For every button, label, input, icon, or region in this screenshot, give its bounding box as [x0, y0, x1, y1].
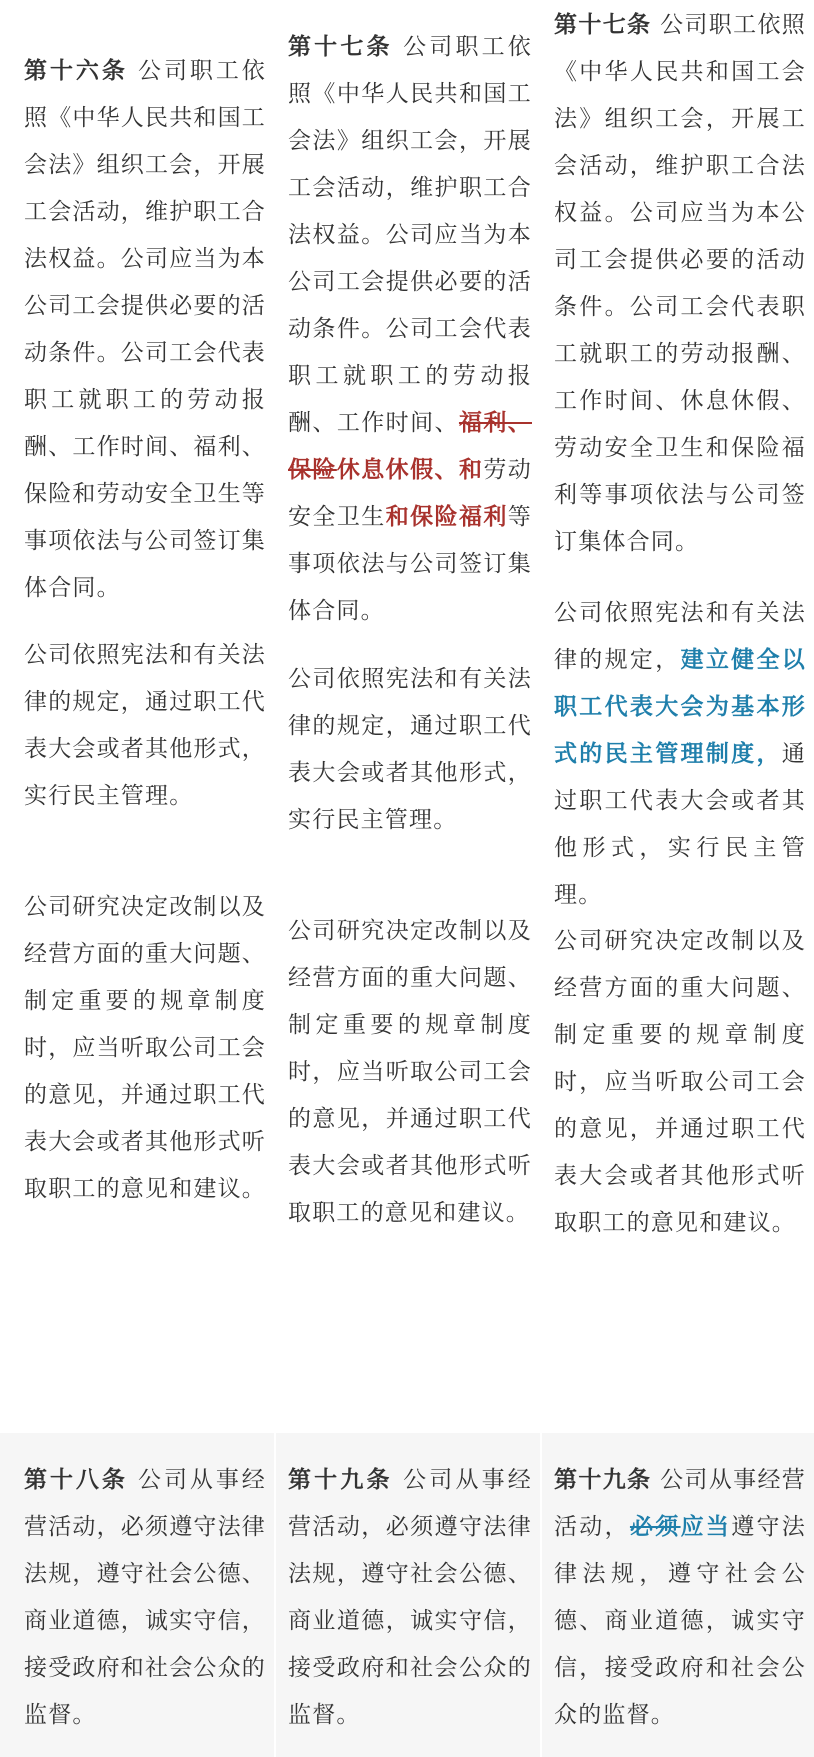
article-text: 公司依照宪法和有关法律的规定， — [554, 600, 806, 673]
article-text: 公司从事经营活动，必须遵守法律法规，遵守社会公德、商业道德，诚实守信，接受政府和社会公众的监督。 — [288, 1467, 532, 1728]
old-article-paragraph-1 — [24, 48, 266, 612]
article-text: 通过职工代表大会或者其他形式，实行民主管理。 — [554, 741, 806, 908]
article-number: 第十七条 — [288, 34, 393, 60]
article-text: 劳动安全卫生 — [288, 457, 532, 530]
old-article-paragraph-3: 公司研究决定改制以及经营方面的重大问题、制定重要的规章制度时，应当听取公司工会的意见，并通过职工代表大会或者其他形式听取职工的意见和建议。 — [24, 894, 266, 1202]
old-law-column — [12, 0, 274, 1433]
final-column — [542, 1433, 814, 1757]
table-row — [0, 1433, 814, 1757]
draft-column — [276, 1433, 540, 1757]
old-article-paragraph — [24, 1457, 266, 1739]
draft-article-paragraph — [288, 1457, 532, 1739]
article-text: 公司职工依照《中华人民共和国工会法》组织工会，开展工会活动，维护职工合法权益。公司应当为本公司工会提供必要的活动条件。公司工会代表职工就职工的劳动报酬、工作时间、福利、保险和劳动安全卫生等事项依法与公司签订集体合同。 — [24, 58, 266, 601]
final-article-paragraph-2 — [554, 590, 806, 919]
article-text: 公司从事经营活动，必须遵守法律法规，遵守社会公德、商业道德，诚实守信，接受政府和社会公众的监督。 — [24, 1467, 266, 1728]
draft-article-paragraph-3: 公司研究决定改制以及经营方面的重大问题、制定重要的规章制度时，应当听取公司工会的意见，并通过职工代表大会或者其他形式听取职工的意见和建议。 — [288, 918, 532, 1226]
final-article-paragraph — [554, 1457, 806, 1739]
final-article-paragraph-1 — [554, 2, 806, 566]
draft-column — [276, 0, 540, 1433]
draft-article-paragraph-1 — [288, 24, 532, 635]
article-number: 第十七条 — [554, 12, 652, 38]
old-article-paragraph-2: 公司依照宪法和有关法律的规定，通过职工代表大会或者其他形式，实行民主管理。 — [24, 642, 266, 809]
final-column — [542, 0, 814, 1433]
article-text: 公司职工依照《中华人民共和国工会法》组织工会，开展工会活动，维护职工合法权益。公司应当为本公司工会提供必要的活动条件。公司工会代表职工就职工的劳动报酬、工作时间、休息休假、劳动安全卫生和保险福利等事项依法与公司签订集体合同。 — [554, 12, 806, 555]
deleted-text: 福利、保险 — [288, 410, 532, 483]
article-number: 第十六条 — [24, 58, 128, 84]
article-number: 第十九条 — [554, 1467, 652, 1493]
deleted-text: 必须 — [629, 1514, 681, 1540]
added-text: 和保险福利 — [385, 504, 508, 530]
draft-article-paragraph-2: 公司依照宪法和有关法律的规定，通过职工代表大会或者其他形式，实行民主管理。 — [288, 666, 532, 833]
added-text: 休息休假、和 — [336, 457, 484, 483]
added-text: 建立健全以职工代表大会为基本形式的民主管理制度， — [554, 647, 807, 767]
added-text: 应当 — [680, 1514, 732, 1540]
article-text: 公司从事经营活动， — [554, 1467, 806, 1540]
final-article-paragraph-3: 公司研究决定改制以及经营方面的重大问题、制定重要的规章制度时，应当听取公司工会的意见，并通过职工代表大会或者其他形式听取职工的意见和建议。 — [554, 928, 806, 1236]
old-law-column — [12, 1433, 274, 1757]
article-number: 第十九条 — [288, 1467, 393, 1493]
article-number: 第十八条 — [24, 1467, 128, 1493]
article-text: 等事项依法与公司签订集体合同。 — [288, 504, 532, 624]
article-text: 公司职工依照《中华人民共和国工会法》组织工会，开展工会活动，维护职工合法权益。公司应当为本公司工会提供必要的活动条件。公司工会代表职工就职工的劳动报酬、工作时间、 — [288, 34, 532, 436]
article-text: 遵守法律法规，遵守社会公德、商业道德，诚实守信，接受政府和社会公众的监督。 — [554, 1514, 807, 1728]
